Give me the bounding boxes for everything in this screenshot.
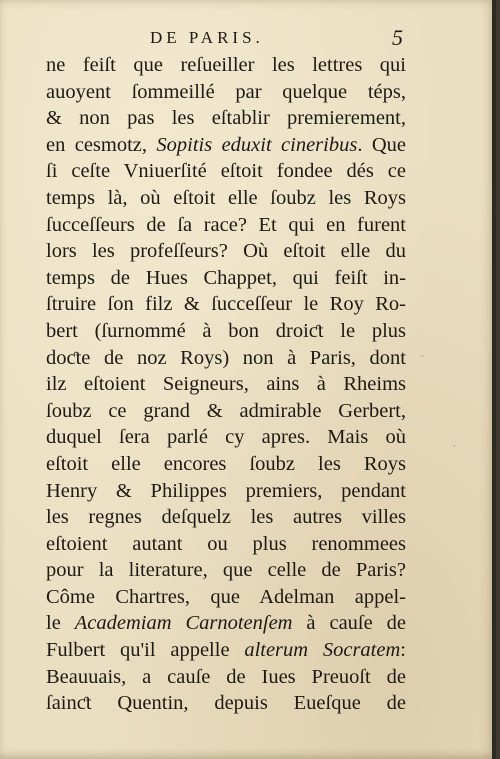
latin-quote: Academiam Carnotenſem — [74, 612, 293, 635]
text-segment: ſi ceſte Vniuerſité eſtoit fondee dés ce — [46, 160, 406, 183]
text-line — [46, 185, 406, 212]
text-line — [46, 132, 406, 159]
text-line — [46, 478, 406, 505]
text-segment: Côme Chartres, que Adelman appel- — [46, 585, 406, 608]
text-segment: . Que — [357, 133, 406, 156]
text-segment: ſainƈt Quentin, depuis Eueſque de — [46, 692, 406, 715]
text-line — [46, 664, 406, 691]
text-segment: doƈte de noz Roys) non à Paris, dont — [46, 346, 406, 369]
text-segment: temps de Hues Chappet, qui feiſt in- — [46, 266, 406, 289]
text-segment: duquel ſera parlé cy apres. Mais où — [46, 426, 406, 449]
page-header — [0, 25, 496, 52]
text-line — [46, 345, 406, 372]
text-line — [46, 637, 406, 664]
text-line — [46, 584, 406, 611]
text-segment: à cauſe de — [292, 612, 406, 635]
text-line — [46, 158, 406, 185]
text-line — [46, 318, 406, 345]
text-line — [46, 690, 406, 717]
page-number: 5 — [392, 25, 403, 50]
text-segment: ſtruire ſon filz & ſucceſſeur le Roy Ro- — [46, 293, 406, 316]
text-segment: en cesmotz, — [46, 133, 157, 156]
text-segment: & non pas les eſtablir premierement, — [46, 107, 406, 130]
page-edge — [492, 0, 496, 759]
text-segment: : — [400, 639, 406, 662]
text-line — [46, 610, 406, 637]
text-line — [46, 424, 406, 451]
text-segment: Henry & Philippes premiers, pendant — [46, 479, 406, 502]
latin-quote: alterum Socratem — [244, 639, 401, 662]
text-line — [46, 52, 406, 79]
text-line — [46, 398, 406, 425]
text-segment: ſucceſſeurs de ſa race? Et qui en furent — [46, 213, 406, 236]
text-line — [46, 504, 406, 531]
text-segment: ſoubz ce grand & admirable Gerbert, — [46, 399, 406, 422]
text-line — [46, 79, 406, 106]
latin-quote: Sopitis eduxit cineribus — [156, 133, 358, 156]
margin-smudge: · — [420, 350, 425, 365]
text-segment: ne feiſt que reſueiller les lettres qui — [46, 54, 406, 76]
text-segment: le — [46, 612, 75, 635]
text-segment: lors les profeſſeurs? Où eſtoit elle du — [46, 240, 406, 263]
text-line — [46, 531, 406, 558]
text-segment: ilz eſtoient Seigneurs, ains à Rheims — [46, 373, 406, 396]
text-segment: les regnes deſquelz les autres villes — [46, 506, 406, 529]
body-text — [46, 52, 406, 717]
text-line — [46, 105, 406, 132]
text-segment: auoyent ſommeillé par quelque téps, — [46, 80, 406, 103]
text-line — [46, 212, 406, 239]
text-segment: eſtoit elle encores ſoubz les Roys — [46, 452, 406, 475]
text-segment: bert (ſurnommé à bon droiƈt le plus — [46, 319, 406, 342]
text-segment: pour la literature, que celle de Paris? — [46, 559, 406, 582]
text-segment: Beauuais, a cauſe de Iues Preuoſt de — [46, 665, 406, 688]
text-line — [46, 265, 406, 292]
text-line — [46, 451, 406, 478]
text-line — [46, 557, 406, 584]
margin-smudge: · — [452, 440, 457, 455]
text-line — [46, 238, 406, 265]
running-head: DE PARIS. — [150, 28, 264, 47]
text-segment: temps là, où eſtoit elle ſoubz les Roys — [46, 186, 406, 209]
text-line — [46, 371, 406, 398]
text-line — [46, 291, 406, 318]
text-segment: eſtoient autant ou plus renommees — [46, 532, 406, 555]
text-segment: Fulbert qu'il appelle — [46, 639, 245, 662]
